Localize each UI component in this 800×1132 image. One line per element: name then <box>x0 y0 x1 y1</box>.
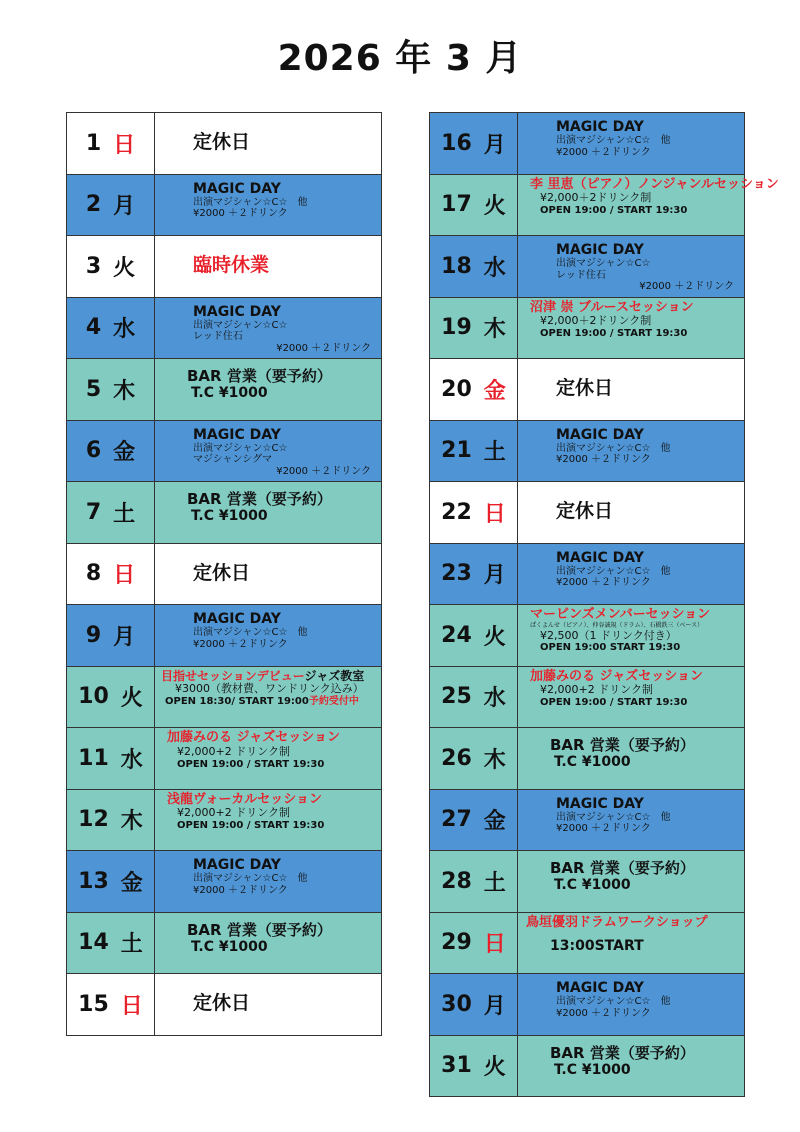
event-cell <box>155 605 381 666</box>
day-row <box>430 482 744 544</box>
time-line <box>161 696 381 708</box>
event-cell <box>155 113 381 174</box>
day-number: 20 <box>441 376 472 402</box>
closed-label: 臨時休業 <box>193 254 270 276</box>
event-cell <box>518 667 744 728</box>
day-cell <box>67 359 155 420</box>
day-cell <box>430 359 518 420</box>
weekday: 火 <box>483 624 506 650</box>
event-cell <box>518 359 744 420</box>
day-cell <box>430 544 518 605</box>
day-row <box>67 851 381 913</box>
performer-line: マジシャンシグマ <box>193 454 273 466</box>
day-row <box>67 728 381 790</box>
closed-label: 定休日 <box>193 131 251 153</box>
day-row <box>430 298 744 360</box>
day-row <box>430 728 744 790</box>
schedule-column-left <box>66 112 382 1036</box>
event-title: 沼津 崇 ブルースセッション <box>530 299 694 315</box>
day-row <box>430 175 779 237</box>
price-line: ¥2,000+2 ドリンク制 <box>177 806 290 820</box>
event-title: MAGIC DAY <box>556 549 644 566</box>
day-row <box>67 113 381 175</box>
day-row <box>430 667 744 729</box>
performer-line: 出演マジシャン☆C☆ 他 <box>556 442 671 454</box>
day-cell <box>430 175 518 236</box>
performer-line: 出演マジシャン☆C☆ 他 <box>556 565 671 577</box>
event-title-black: ジャズ教室 <box>304 668 365 683</box>
page-title: 2026 年 3 月 <box>277 38 523 79</box>
day-row <box>67 913 381 975</box>
bar-label: BAR 営業（要予約） <box>550 736 695 754</box>
event-cell <box>155 359 381 420</box>
day-number: 29 <box>441 930 472 956</box>
day-number: 28 <box>441 868 472 894</box>
performer-line: 出演マジシャン☆C☆ 他 <box>556 996 671 1008</box>
weekday: 木 <box>483 317 506 343</box>
weekday: 水 <box>120 747 143 773</box>
day-number: 11 <box>78 745 109 771</box>
day-cell <box>67 421 155 482</box>
event-title-red: 目指せセッションデビュー <box>161 668 305 683</box>
weekday: 日 <box>483 932 506 958</box>
performer-line: 出演マジシャン☆C☆ 他 <box>556 135 671 147</box>
event-cell <box>518 605 744 666</box>
weekday: 日 <box>120 993 143 1019</box>
day-row <box>430 851 744 913</box>
day-cell <box>430 913 518 974</box>
closed-label: 定休日 <box>193 992 251 1014</box>
day-number: 2 <box>85 192 102 218</box>
day-cell <box>430 605 518 666</box>
day-number: 5 <box>85 376 102 402</box>
weekday: 日 <box>113 563 136 589</box>
event-title: MAGIC DAY <box>193 303 281 320</box>
day-row <box>67 421 381 483</box>
event-cell <box>518 482 744 543</box>
day-row <box>430 236 744 298</box>
performer-line: 出演マジシャン☆C☆ <box>556 258 651 270</box>
bar-label: BAR 営業（要予約） <box>187 367 332 385</box>
bar-label: BAR 営業（要予約） <box>187 920 332 939</box>
performer-line: レッド住石 <box>556 269 606 281</box>
day-number: 17 <box>441 192 472 218</box>
performer-line: 出演マジシャン☆C☆ 他 <box>193 627 308 639</box>
weekday: 水 <box>483 255 506 281</box>
day-cell <box>430 974 518 1035</box>
day-row <box>430 790 744 852</box>
day-number: 21 <box>441 438 472 464</box>
day-number: 4 <box>85 315 102 341</box>
day-number: 14 <box>78 930 109 956</box>
schedule-column-right <box>429 112 779 1097</box>
day-row <box>67 974 381 1036</box>
weekday: 日 <box>483 501 506 527</box>
day-number: 13 <box>78 868 109 894</box>
bar-label: BAR 営業（要予約） <box>187 490 332 508</box>
closed-label: 定休日 <box>193 561 251 584</box>
weekday: 水 <box>113 317 136 343</box>
day-cell <box>67 298 155 359</box>
day-cell <box>67 544 155 605</box>
time-line: OPEN 19:00 / START 19:30 <box>177 820 325 832</box>
day-cell <box>430 667 518 728</box>
price-line: ¥2000 ＋２ドリンク <box>193 884 288 896</box>
day-cell <box>67 113 155 174</box>
weekday: 金 <box>120 870 143 896</box>
day-cell <box>430 421 518 482</box>
event-title: MAGIC DAY <box>193 180 281 197</box>
weekday: 金 <box>483 378 506 404</box>
table-charge: T.C ¥1000 <box>554 1061 631 1078</box>
time-line: OPEN 19:00 START 19:30 <box>540 642 681 654</box>
day-number: 26 <box>441 745 472 771</box>
performer-line: 出演マジシャン☆C☆ <box>193 442 288 454</box>
day-number: 27 <box>441 807 472 833</box>
day-number: 18 <box>441 253 472 279</box>
event-cell <box>518 298 744 359</box>
event-cell <box>155 974 381 1035</box>
event-cell <box>155 298 381 359</box>
day-cell <box>67 175 155 236</box>
price-line: ¥2000 ＋２ドリンク <box>276 465 371 477</box>
event-cell <box>155 236 381 297</box>
event-title: MAGIC DAY <box>556 426 644 443</box>
weekday: 土 <box>120 932 143 958</box>
event-cell <box>518 851 744 912</box>
event-cell <box>155 913 381 974</box>
day-cell <box>67 913 155 974</box>
weekday: 月 <box>113 194 136 220</box>
time-line: OPEN 19:00 / START 19:30 <box>540 697 688 709</box>
price-line: ¥3000（教材費、ワンドリンク込み） <box>175 682 364 696</box>
day-cell <box>67 790 155 851</box>
event-title: MAGIC DAY <box>556 795 644 812</box>
day-row <box>67 790 381 852</box>
day-cell <box>67 667 155 728</box>
day-number: 3 <box>85 253 102 279</box>
day-row <box>67 236 381 298</box>
day-cell <box>430 113 518 174</box>
weekday: 金 <box>113 440 136 466</box>
time-line: OPEN 19:00 / START 19:30 <box>540 328 688 340</box>
day-row <box>430 605 744 667</box>
weekday: 土 <box>113 501 136 527</box>
day-cell <box>67 236 155 297</box>
day-cell <box>430 790 518 851</box>
day-number: 19 <box>441 315 472 341</box>
table-charge: T.C ¥1000 <box>554 877 631 894</box>
day-number: 12 <box>78 807 109 833</box>
member-line: ぱくよんせ（ピアノ）、仲谷誠規（ドラム）、石橋鉄三（ベース） <box>530 621 704 629</box>
event-cell <box>155 728 381 789</box>
closed-label: 定休日 <box>556 500 614 522</box>
event-cell <box>518 913 744 974</box>
day-number: 30 <box>441 991 472 1017</box>
bar-label: BAR 営業（要予約） <box>550 1043 695 1062</box>
time-line: OPEN 19:00 / START 19:30 <box>540 205 688 217</box>
day-number: 9 <box>85 622 102 648</box>
day-number: 31 <box>441 1053 472 1079</box>
closed-label: 定休日 <box>556 377 614 399</box>
weekday: 水 <box>483 686 506 712</box>
price-line: ¥2000 ＋２ドリンク <box>556 1007 651 1019</box>
day-cell <box>430 851 518 912</box>
event-title: MAGIC DAY <box>193 426 281 443</box>
event-cell <box>155 851 381 912</box>
day-cell <box>67 851 155 912</box>
day-number: 22 <box>441 499 472 525</box>
day-row <box>430 1036 744 1098</box>
event-cell <box>518 790 744 851</box>
event-cell <box>518 421 744 482</box>
day-row <box>67 359 381 421</box>
event-title: 浅龍ヴォーカルセッション <box>167 791 322 807</box>
day-number: 15 <box>78 991 109 1017</box>
day-cell <box>430 482 518 543</box>
price-line: ¥2,000＋2ドリンク制 <box>540 314 652 328</box>
event-title: 加藤みのる ジャズセッション <box>530 668 704 684</box>
price-line: ¥2000 ＋２ドリンク <box>193 638 288 650</box>
performer-line: 出演マジシャン☆C☆ 他 <box>193 196 308 208</box>
event-cell <box>518 236 744 297</box>
event-cell <box>155 667 381 728</box>
performer-line: レッド住石 <box>193 331 243 343</box>
event-title: MAGIC DAY <box>556 980 644 996</box>
weekday: 火 <box>120 686 143 712</box>
day-row <box>430 913 744 975</box>
event-cell <box>518 728 744 789</box>
table-charge: T.C ¥1000 <box>191 938 268 955</box>
event-cell <box>518 974 744 1035</box>
day-number: 24 <box>441 622 472 648</box>
weekday: 土 <box>483 870 506 896</box>
weekday: 月 <box>483 132 506 158</box>
table-charge: T.C ¥1000 <box>191 508 268 525</box>
day-number: 6 <box>85 438 102 464</box>
day-cell <box>67 974 155 1035</box>
day-row <box>430 974 744 1036</box>
weekday: 日 <box>113 132 136 158</box>
day-number: 10 <box>78 684 109 710</box>
time-line: 13:00START <box>550 938 644 955</box>
performer-line: 出演マジシャン☆C☆ 他 <box>556 811 671 823</box>
day-row <box>67 175 381 237</box>
day-row <box>430 544 744 606</box>
event-title: MAGIC DAY <box>556 242 644 258</box>
day-row <box>67 667 381 729</box>
event-cell <box>518 1036 744 1097</box>
event-title: マービンズメンバーセッション <box>530 607 711 622</box>
event-cell <box>155 421 381 482</box>
day-cell <box>67 605 155 666</box>
price-line: ¥2000 ＋２ドリンク <box>556 146 651 158</box>
day-row <box>67 605 381 667</box>
weekday: 火 <box>483 194 506 220</box>
price-line: ¥2,500（1 ドリンク付き） <box>540 628 677 642</box>
price-line: ¥2,000+2 ドリンク制 <box>540 683 653 697</box>
bar-label: BAR 営業（要予約） <box>550 859 695 877</box>
day-number: 25 <box>441 684 472 710</box>
day-row <box>430 421 744 483</box>
day-cell <box>430 728 518 789</box>
day-cell <box>67 482 155 543</box>
price-line: ¥2000 ＋２ドリンク <box>556 823 651 835</box>
price-line: ¥2000 ＋２ドリンク <box>556 454 651 466</box>
day-cell <box>430 298 518 359</box>
event-title: 鳥垣優羽ドラムワークショップ <box>526 914 708 930</box>
price-line: ¥2000 ＋２ドリンク <box>639 281 734 293</box>
day-row <box>430 359 744 421</box>
time-text: OPEN 18:30/ START 19:00 <box>165 695 309 707</box>
day-row <box>67 544 381 606</box>
day-number: 16 <box>441 130 472 156</box>
event-cell <box>155 175 381 236</box>
weekday: 月 <box>483 563 506 589</box>
event-cell <box>518 544 744 605</box>
price-line: ¥2,000＋2ドリンク制 <box>540 191 652 205</box>
day-row <box>67 482 381 544</box>
event-cell <box>155 790 381 851</box>
weekday: 木 <box>113 378 136 404</box>
weekday: 月 <box>483 993 506 1019</box>
day-number: 7 <box>85 499 102 525</box>
weekday: 火 <box>483 1055 506 1081</box>
day-row <box>67 298 381 360</box>
day-number: 23 <box>441 561 472 587</box>
day-row <box>430 113 744 175</box>
event-title: MAGIC DAY <box>556 119 644 135</box>
event-title: MAGIC DAY <box>193 611 281 627</box>
price-line: ¥2000 ＋２ドリンク <box>193 208 288 220</box>
table-charge: T.C ¥1000 <box>554 754 631 771</box>
weekday: 金 <box>483 809 506 835</box>
event-cell <box>155 482 381 543</box>
event-cell <box>155 544 381 605</box>
weekday: 土 <box>483 440 506 466</box>
time-line: OPEN 19:00 / START 19:30 <box>177 758 325 770</box>
event-title: MAGIC DAY <box>193 857 281 873</box>
day-number: 1 <box>85 130 102 156</box>
day-cell <box>67 728 155 789</box>
weekday: 火 <box>113 255 136 281</box>
table-charge: T.C ¥1000 <box>191 385 268 402</box>
weekday: 木 <box>120 809 143 835</box>
day-cell <box>430 1036 518 1097</box>
price-line: ¥2000 ＋２ドリンク <box>556 577 651 589</box>
event-title: 加藤みのる ジャズセッション <box>167 730 341 745</box>
event-cell <box>518 113 744 174</box>
day-cell <box>430 236 518 297</box>
reservation-note: 予約受付中 <box>308 695 359 707</box>
price-line: ¥2000 ＋２ドリンク <box>276 342 371 354</box>
performer-line: 出演マジシャン☆C☆ <box>193 319 288 331</box>
day-number: 8 <box>85 561 102 587</box>
weekday: 木 <box>483 747 506 773</box>
event-title: 李 里恵（ピアノ）ノンジャンルセッション <box>530 176 779 192</box>
event-cell <box>518 175 779 236</box>
price-line: ¥2,000+2 ドリンク制 <box>177 744 290 758</box>
performer-line: 出演マジシャン☆C☆ 他 <box>193 873 308 885</box>
weekday: 月 <box>113 624 136 650</box>
